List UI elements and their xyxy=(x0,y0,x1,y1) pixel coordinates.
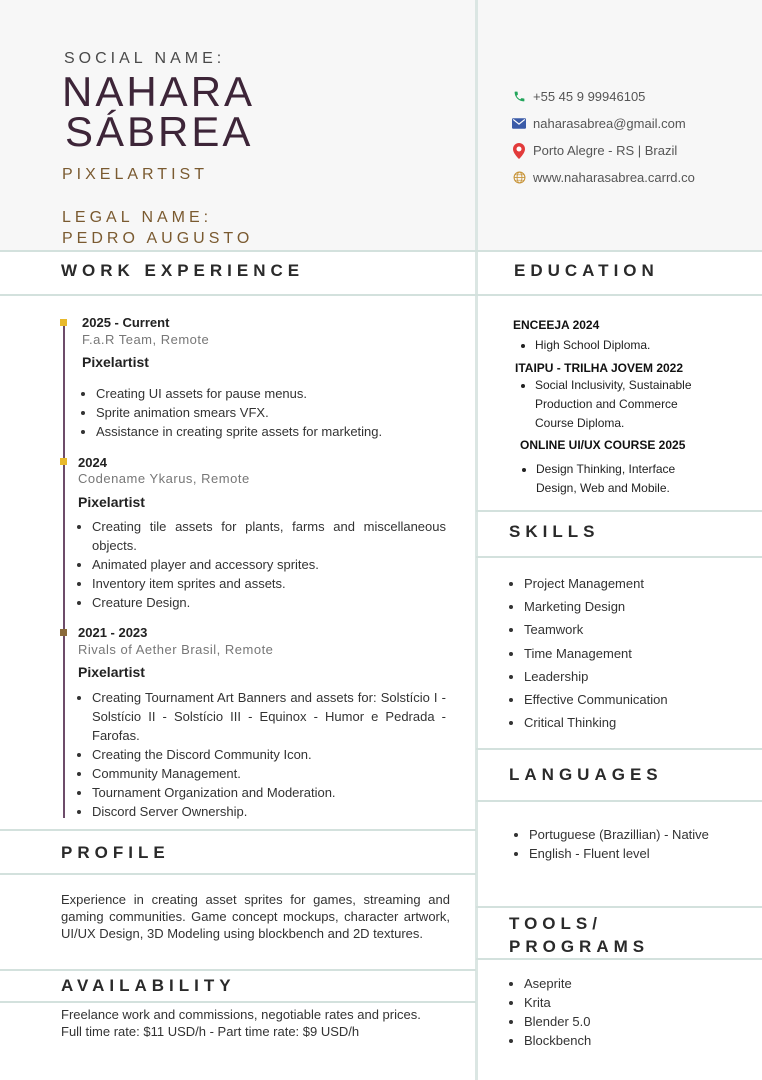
education-3-heading: ONLINE UI/UX COURSE 2025 xyxy=(520,438,686,452)
education-1-heading: ENCEEJA 2024 xyxy=(513,318,600,332)
list-item: • Tournament Organization and Moderation. xyxy=(92,783,446,802)
availability-line-2: Full time rate: $11 USD/h - Part time rate: $9 USD/h xyxy=(61,1024,360,1039)
list-item: • High School Diploma. xyxy=(535,336,719,355)
profile-text: Experience in creating asset sprites for games, streaming and gaming communities. Game concept mockups, character artwork, UI/UX Design, 3D Modeling using blockbench and 2D textures. xyxy=(61,892,450,941)
tools-title-line-2: PROGRAMS xyxy=(509,937,650,956)
divider-languages-top xyxy=(476,748,762,750)
divider-availability-bottom xyxy=(0,1001,476,1003)
timeline-line xyxy=(63,322,65,818)
timeline-dot-1 xyxy=(60,319,67,326)
work-experience-title: WORK EXPERIENCE xyxy=(61,261,305,280)
column-divider xyxy=(475,0,478,1080)
list-item: • Krita xyxy=(524,993,708,1012)
job-3-role: Pixelartist xyxy=(78,664,145,680)
list-item: • Community Management. xyxy=(92,764,446,783)
header-bottom-divider xyxy=(0,250,762,252)
list-item: • Design Thinking, Interface Design, Web and Mobile. xyxy=(536,460,715,498)
phone-icon xyxy=(512,90,526,104)
phone-text[interactable]: +55 45 9 99946105 xyxy=(533,89,646,104)
name-first: NAHARA xyxy=(62,68,256,115)
profile-title: PROFILE xyxy=(61,843,170,862)
contact-website xyxy=(512,170,695,185)
education-3-items xyxy=(520,460,715,498)
availability-text xyxy=(61,1006,450,1040)
list-item: • Project Management xyxy=(524,572,748,595)
mail-icon xyxy=(512,117,526,131)
job-title: PIXELARTIST xyxy=(62,166,208,183)
job-1-bullets xyxy=(80,384,450,441)
list-item: • Creating Tournament Art Banners and assets for: Solstício I - Solstício II - Solstício III - Equinox - Humor e Pedrada - Farofas. xyxy=(92,688,446,745)
job-3-bullets xyxy=(76,688,446,821)
tools-title-line-1: TOOLS/ xyxy=(509,914,602,933)
tools-title xyxy=(509,912,649,958)
list-item: • Critical Thinking xyxy=(524,711,748,734)
divider-tools-bottom xyxy=(476,958,762,960)
job-1-role: Pixelartist xyxy=(82,354,149,370)
job-2-date: 2024 xyxy=(78,455,107,470)
skills-list xyxy=(508,572,748,734)
languages-list xyxy=(513,825,753,863)
divider-tools-top xyxy=(476,906,762,908)
list-item: • Assistance in creating sprite assets for marketing. xyxy=(96,422,450,441)
job-1-date: 2025 - Current xyxy=(82,315,170,330)
list-item: • Blockbench xyxy=(524,1031,708,1050)
legal-name: PEDRO AUGUSTO xyxy=(62,230,254,247)
list-item: • Aseprite xyxy=(524,974,708,993)
list-item: • Animated player and accessory sprites. xyxy=(92,555,446,574)
job-2-role: Pixelartist xyxy=(78,494,145,510)
social-name-label: SOCIAL NAME: xyxy=(64,50,226,67)
education-2-items xyxy=(519,376,719,433)
divider-profile-top xyxy=(0,829,476,831)
location-text: Porto Alegre - RS | Brazil xyxy=(533,143,678,158)
list-item: • Portuguese (Brazillian) - Native xyxy=(529,825,753,844)
job-2-company: Codename Ykarus, Remote xyxy=(78,471,250,486)
globe-icon xyxy=(512,171,526,185)
location-pin-icon xyxy=(512,144,526,158)
list-item: • Time Management xyxy=(524,642,748,665)
job-3-date: 2021 - 2023 xyxy=(78,625,148,640)
list-item: • Marketing Design xyxy=(524,595,748,618)
list-item: • Social Inclusivity, Sustainable Production and Commerce Course Diploma. xyxy=(535,376,719,433)
list-item: • English - Fluent level xyxy=(529,844,753,863)
list-item: • Blender 5.0 xyxy=(524,1012,708,1031)
job-1-company: F.a.R Team, Remote xyxy=(82,332,210,347)
education-2-heading: ITAIPU - TRILHA JOVEM 2022 xyxy=(515,361,684,375)
availability-line-1: Freelance work and commissions, negotiable rates and prices. xyxy=(61,1007,421,1022)
contact-location xyxy=(512,143,677,158)
list-item: • Leadership xyxy=(524,665,748,688)
job-3-company: Rivals of Aether Brasil, Remote xyxy=(78,642,274,657)
divider-languages-bottom xyxy=(476,800,762,802)
section-title-divider xyxy=(0,294,762,296)
list-item: • Creating the Discord Community Icon. xyxy=(92,745,446,764)
legal-name-label: LEGAL NAME: xyxy=(62,209,213,226)
divider-profile-bottom xyxy=(0,873,476,875)
timeline-dot-3 xyxy=(60,629,67,636)
skills-title: SKILLS xyxy=(509,522,600,541)
education-title: EDUCATION xyxy=(514,261,659,280)
job-2-bullets xyxy=(76,517,446,612)
list-item: • Effective Communication xyxy=(524,688,748,711)
languages-title: LANGUAGES xyxy=(509,765,663,784)
list-item: • Inventory item sprites and assets. xyxy=(92,574,446,593)
list-item: • Teamwork xyxy=(524,618,748,641)
divider-skills-top xyxy=(476,510,762,512)
tools-list xyxy=(508,974,708,1050)
email-link[interactable]: naharasabrea@gmail.com xyxy=(533,116,686,131)
contact-email xyxy=(512,116,686,131)
divider-skills-bottom xyxy=(476,556,762,558)
education-1-items xyxy=(519,336,719,355)
contact-phone xyxy=(512,89,645,104)
list-item: • Discord Server Ownership. xyxy=(92,802,446,821)
name-last: SÁBREA xyxy=(65,108,254,155)
availability-title: AVAILABILITY xyxy=(61,976,236,995)
list-item: • Creating tile assets for plants, farms and miscellaneous objects. xyxy=(92,517,446,555)
timeline-dot-2 xyxy=(60,458,67,465)
list-item: • Creating UI assets for pause menus. xyxy=(96,384,450,403)
divider-availability-top xyxy=(0,969,476,971)
list-item: • Creature Design. xyxy=(92,593,446,612)
website-link[interactable]: www.naharasabrea.carrd.co xyxy=(533,170,695,185)
list-item: • Sprite animation smears VFX. xyxy=(96,403,450,422)
